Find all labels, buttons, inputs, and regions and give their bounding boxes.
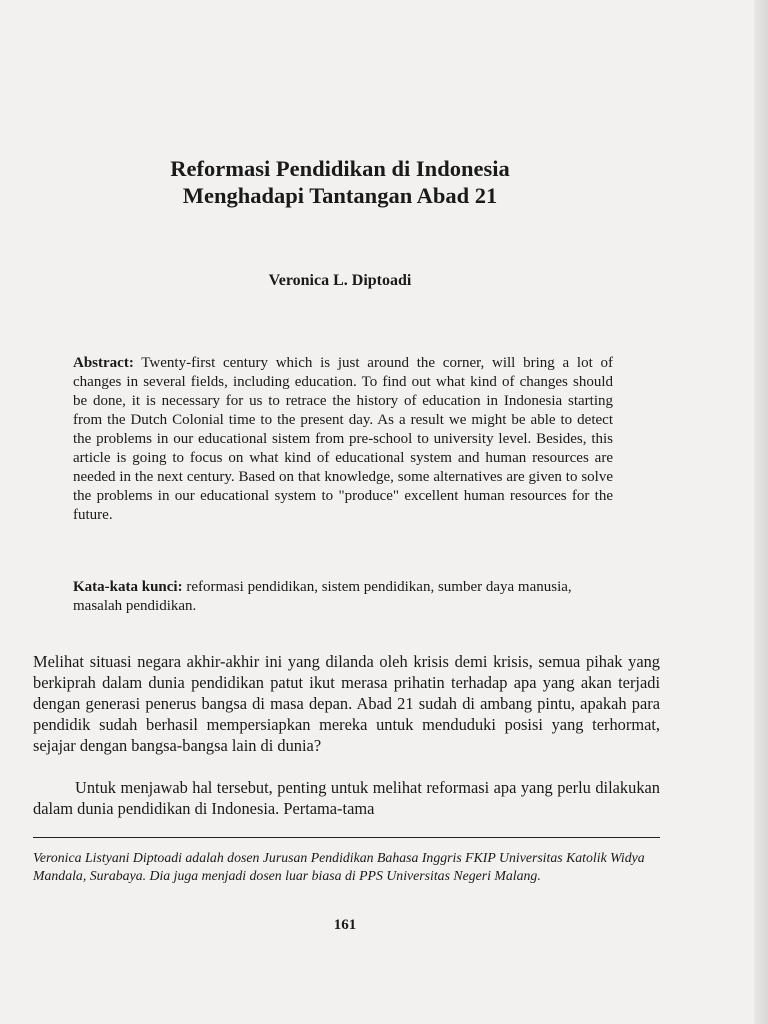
abstract-text: Twenty-first century which is just around the corner, will bring a lot of changes in several fields, including education. To find out what kind of changes should be done, it is necessary for us to retrace the history of education in Indonesia starting from the Dutch Colonial time to the present day. As a result we might be able to detect the problems in our educational sistem from pre-school to university level. Besides, this article is going to focus on what kind of educational system and human resources are needed in the next century. Based on that knowledge, some alternatives are given to solve the problems in our educational system to "produce" excellent human resources for the future. (73, 355, 613, 523)
page-edge-shadow (754, 0, 768, 1024)
body-paragraph-1: Melihat situasi negara akhir-akhir ini yang dilanda oleh krisis demi krisis, semua pihak yang berkiprah dalam dunia pendidikan patut ikut merasa prihatin terhadap apa yang akan terjadi dengan generasi penerus bangsa di masa depan. Abad 21 sudah di ambang pintu, apakah para pendidik sudah berhasil mempersiapkan mereka untuk menduduki posisi yang terhormat, sejajar dengan bangsa-bangsa lain di dunia? (33, 652, 660, 755)
keywords-text: reformasi pendidikan, sistem pendidikan, sumber daya manusia, masalah pendidikan. (73, 579, 572, 614)
abstract-label: Abstract: (73, 355, 134, 371)
body-paragraph-2: Untuk menjawab hal tersebut, penting untuk melihat reformasi apa yang perlu dilakukan dalam dunia pendidikan di Indonesia. Pertama-tama (33, 778, 660, 818)
abstract (73, 354, 613, 525)
title-line-2: Menghadapi Tantangan Abad 21 (182, 183, 498, 208)
keywords (73, 578, 613, 616)
footnote: Veronica Listyani Diptoadi adalah dosen Jurusan Pendidikan Bahasa Inggris FKIP Universitas Katolik Widya Mandala, Surabaya. Dia juga menjadi dosen luar biasa di PPS Universitas Negeri Malang. (33, 850, 645, 883)
page-number: 161 (333, 917, 357, 933)
article-title (60, 155, 620, 209)
author-name: Veronica L. Diptoadi (268, 272, 412, 289)
title-line-1: Reformasi Pendidikan di Indonesia (170, 156, 510, 181)
keywords-label: Kata-kata kunci: (73, 579, 183, 595)
footnote-divider (33, 837, 660, 838)
